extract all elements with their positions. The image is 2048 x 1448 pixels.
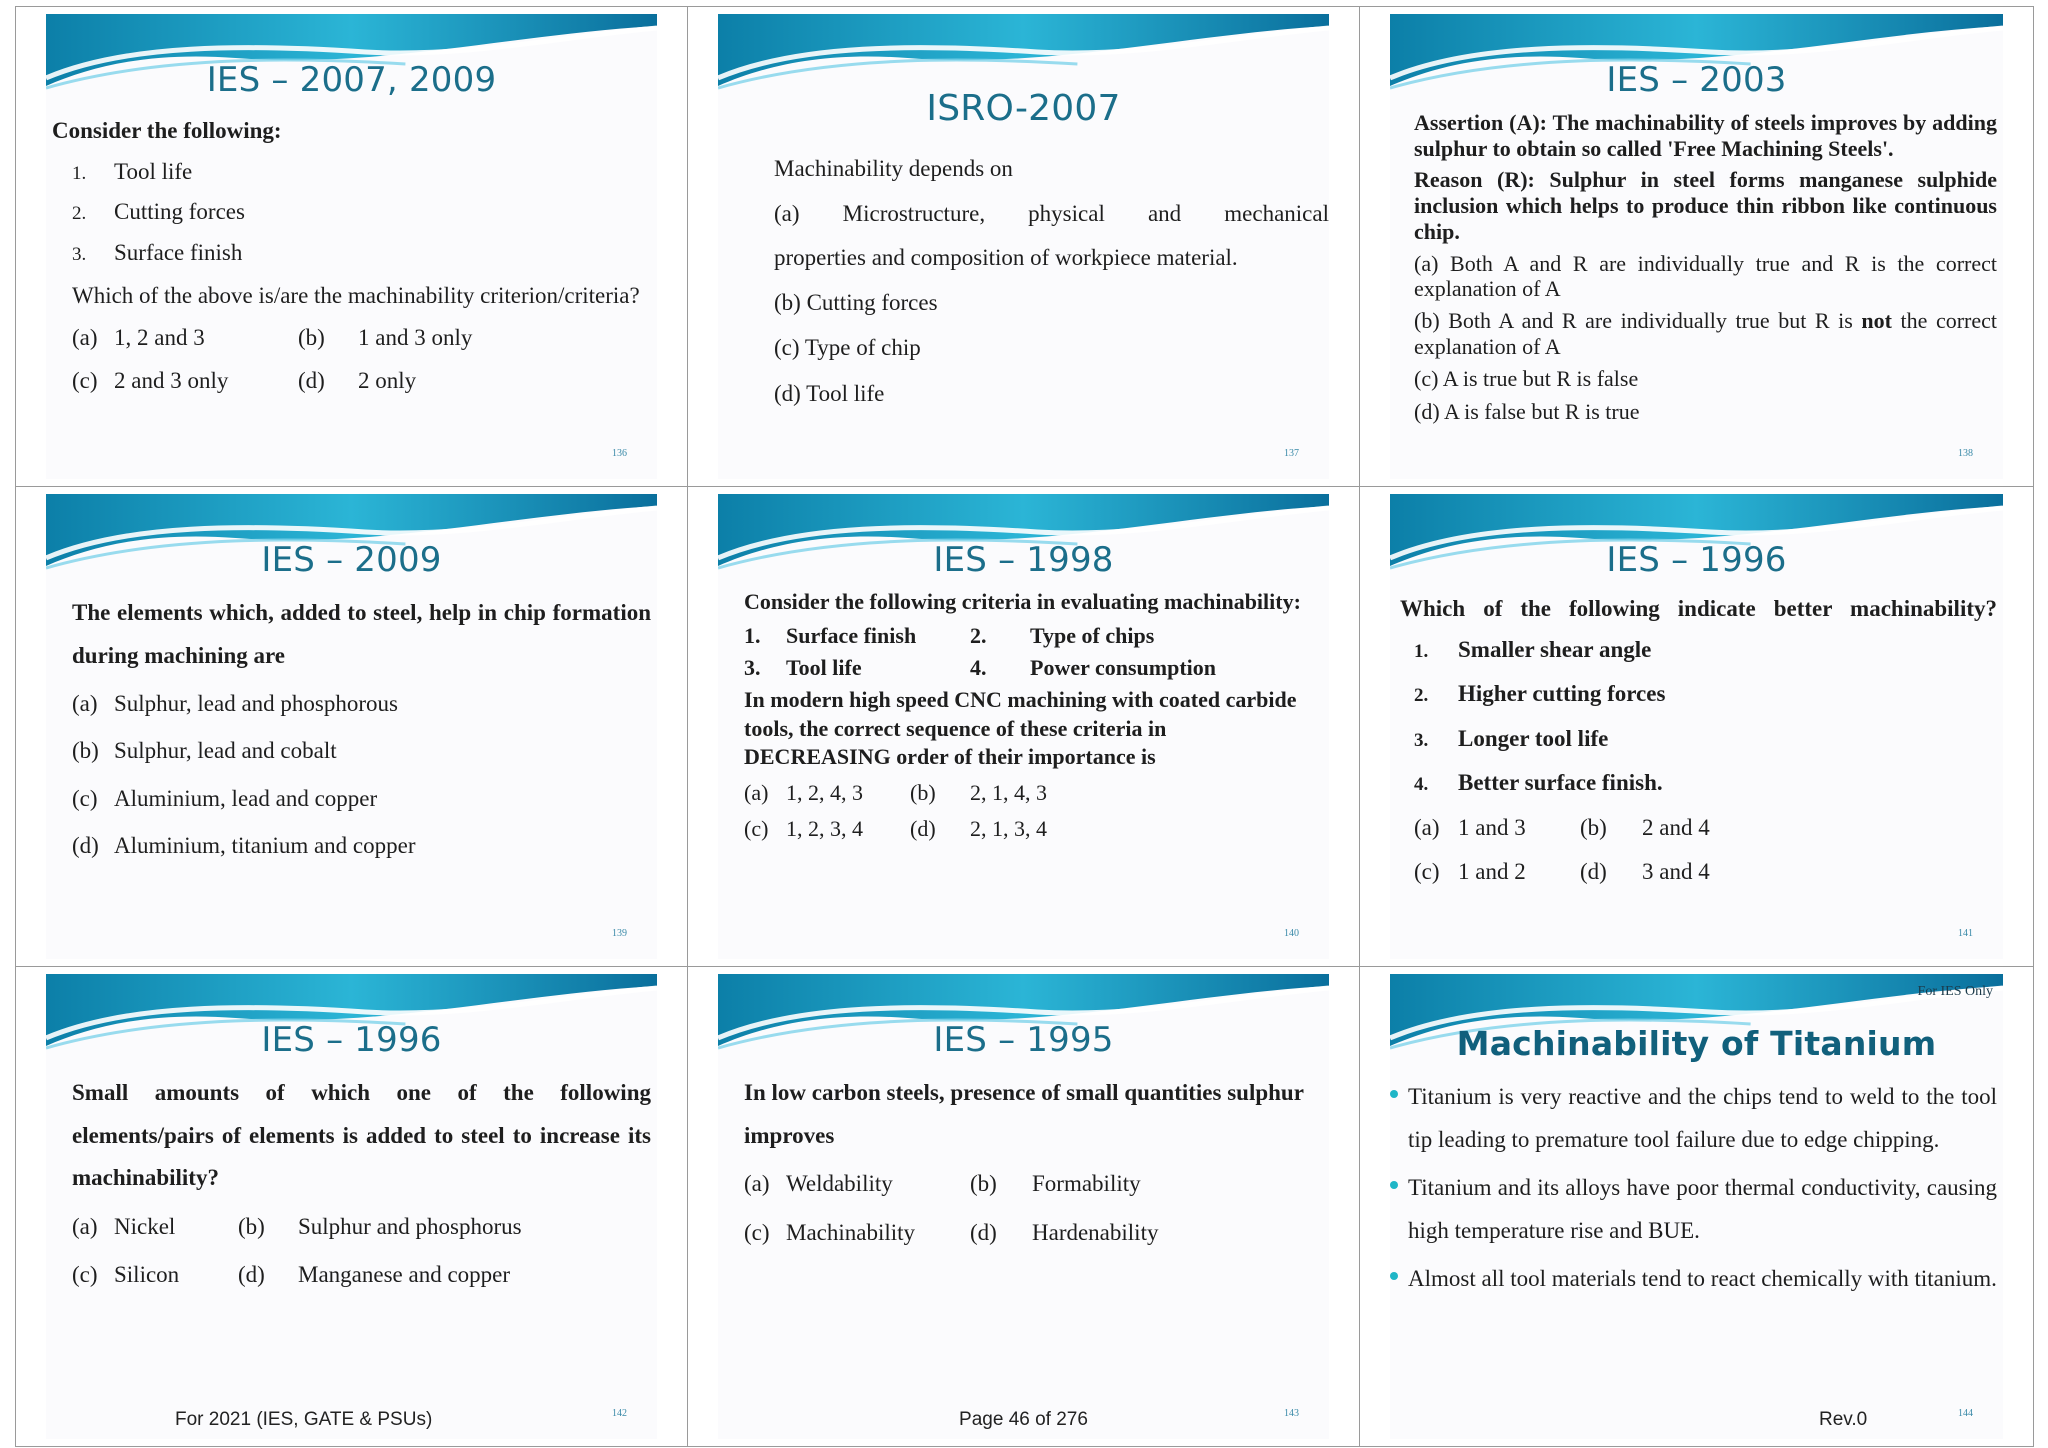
option-c: (c) Type of chip	[774, 335, 921, 361]
question-text: In low carbon steels, presence of small quantities sulphur improves	[744, 1080, 1304, 1148]
question-text: Which of the above is/are the machinability criterion/criteria?	[72, 283, 640, 308]
list-item: 2. Higher cutting forces	[1414, 681, 1666, 706]
slide-136	[16, 7, 688, 487]
criteria-row: 3. Tool life 4. Power consumption	[744, 655, 1216, 681]
option-a: (a) Microstructure, physical and mechanical	[774, 201, 1329, 227]
slide-grid	[15, 6, 2034, 1447]
option-row: (b) Sulphur, lead and cobalt	[72, 738, 337, 764]
bullet-item: Titanium and its alloys have poor thermal conductivity, causing high temperature rise and BUE.	[1388, 1167, 1997, 1252]
slide-143	[688, 967, 1360, 1447]
option-d: (d) Tool life	[774, 380, 885, 406]
slide-body	[744, 1072, 1315, 1250]
slide-number: 141	[1958, 928, 1973, 939]
criteria-row: 1. Surface finish 2. Type of chips	[744, 623, 1155, 649]
slide-number: 138	[1958, 448, 1973, 459]
list-item: 4. Better surface finish.	[1414, 770, 1663, 795]
slide-inner	[1390, 14, 2003, 479]
question-text: The elements which, added to steel, help in chip formation during machining are	[72, 600, 651, 668]
slide-body	[72, 592, 651, 862]
option-a-cont: properties and composition of workpiece material.	[774, 244, 1238, 270]
wave-banner	[718, 14, 1329, 94]
slide-number: 139	[612, 928, 627, 939]
lead-text: Machinability depends on	[774, 156, 1013, 181]
slide-number: 137	[1284, 448, 1299, 459]
footer-text: Page 46 of 276	[959, 1409, 1088, 1430]
slide-number: 136	[612, 448, 627, 459]
list-item: 1. Smaller shear angle	[1414, 636, 1652, 662]
slide-inner	[46, 14, 657, 479]
question-text: Small amounts of which one of the following elements/pairs of elements is added to steel to increase its machinability?	[72, 1080, 651, 1191]
slide-number: 142	[612, 1408, 627, 1419]
list-item: 1. Tool life	[72, 158, 193, 184]
lead-text: Consider the following:	[52, 118, 282, 143]
option-b: (b) Cutting forces	[774, 290, 938, 316]
slide-141	[1360, 487, 2034, 967]
slide-title: IES – 1996	[261, 1020, 442, 1060]
option-row: (c) Machinability (d) Hardenability	[744, 1219, 1159, 1245]
question-text: In modern high speed CNC machining with coated carbide tools, the correct sequence of these criteria in DECREASING order of their importance is	[744, 687, 1297, 769]
option-c: (c) A is true but R is false	[1414, 365, 1639, 391]
slide-body	[1388, 1076, 1997, 1301]
option-b: (b) Both A and R are individually true but R is not the correct explanation of A	[1414, 308, 1997, 359]
bullet-dot-icon	[1390, 1181, 1398, 1189]
footer-text: Rev.0	[1819, 1409, 1868, 1430]
slide-title: IES – 1995	[933, 1020, 1114, 1060]
option-row: (a) Nickel (b) Sulphur and phosphorus	[72, 1213, 522, 1239]
option-row: (a) 1, 2, 4, 3 (b) 2, 1, 4, 3	[744, 779, 1047, 805]
bullet-dot-icon	[1390, 1272, 1398, 1280]
for-ies-tag: For IES Only	[1917, 984, 1993, 999]
list-item: 3. Surface finish	[72, 239, 243, 265]
option-row: (d) Aluminium, titanium and copper	[72, 833, 416, 859]
slide-number: 140	[1284, 928, 1299, 939]
option-row: (c) 1 and 2 (d) 3 and 4	[1414, 859, 1710, 884]
slide-title: IES – 2009	[261, 540, 442, 580]
option-row: (c) Silicon (d) Manganese and copper	[72, 1262, 511, 1288]
slide-title: Machinability of Titanium	[1456, 1024, 1937, 1063]
bullet-dot-icon	[1390, 1090, 1398, 1098]
option-row: (a) 1, 2 and 3 (b) 1 and 3 only	[72, 325, 473, 351]
option-row: (c) 2 and 3 only (d) 2 only	[72, 367, 417, 393]
slide-inner	[46, 974, 657, 1439]
slide-142	[16, 967, 688, 1447]
slide-138	[1360, 7, 2034, 487]
bullet-item: Titanium is very reactive and the chips tend to weld to the tool tip leading to premature tool failure due to edge chipping.	[1388, 1076, 1997, 1161]
option-row: (c) Aluminium, lead and copper	[72, 785, 378, 811]
option-row: (a) Sulphur, lead and phosphorous	[72, 691, 398, 717]
list-item: 2. Cutting forces	[72, 199, 245, 224]
slide-inner	[718, 14, 1329, 479]
slide-body	[744, 588, 1315, 843]
slide-number: 143	[1284, 1408, 1299, 1419]
option-row: (c) 1, 2, 3, 4 (d) 2, 1, 3, 4	[744, 816, 1047, 842]
slide-inner	[46, 494, 657, 959]
slide-body	[72, 1072, 651, 1293]
option-row: (a) 1 and 3 (b) 2 and 4	[1414, 814, 1710, 840]
slide-body	[1400, 592, 1997, 890]
list-item: 3. Longer tool life	[1414, 725, 1609, 751]
option-row: (a) Weldability (b) Formability	[744, 1171, 1141, 1197]
bullet-item: Almost all tool materials tend to react chemically with titanium.	[1388, 1258, 1997, 1301]
slide-title: IES – 1998	[933, 540, 1114, 580]
reason-text: Reason (R): Sulphur in steel forms manganese sulphide inclusion which helps to produce thin ribbon like continuous chip.	[1414, 167, 1997, 244]
slide-title: IES – 2003	[1606, 60, 1787, 100]
slide-body	[774, 152, 1329, 410]
slide-number: 144	[1958, 1408, 1973, 1419]
question-text: Which of the following indicate better machinability?	[1400, 596, 1997, 621]
slide-title: IES – 1996	[1606, 540, 1787, 580]
assertion-text: Assertion (A): The machinability of steels improves by adding sulphur to obtain so called 'Free Machining Steels'.	[1414, 110, 1997, 161]
option-a: (a) Both A and R are individually true and R is the correct explanation of A	[1414, 250, 1997, 302]
slide-title: ISRO-2007	[926, 88, 1121, 129]
lead-text: Consider the following criteria in evaluating machinability:	[744, 589, 1301, 614]
slide-inner	[1390, 974, 2003, 1439]
slide-title: IES – 2007, 2009	[206, 60, 497, 100]
slide-inner	[718, 974, 1329, 1439]
option-d: (d) A is false but R is true	[1414, 399, 1640, 425]
footer-text: For 2021 (IES, GATE & PSUs)	[175, 1409, 433, 1430]
slide-body	[52, 114, 651, 398]
slide-140	[688, 487, 1360, 967]
slide-139	[16, 487, 688, 967]
slide-inner	[1390, 494, 2003, 959]
slide-137	[688, 7, 1360, 487]
slide-inner	[718, 494, 1329, 959]
slide-144	[1360, 967, 2034, 1447]
slide-body	[1414, 110, 1997, 425]
